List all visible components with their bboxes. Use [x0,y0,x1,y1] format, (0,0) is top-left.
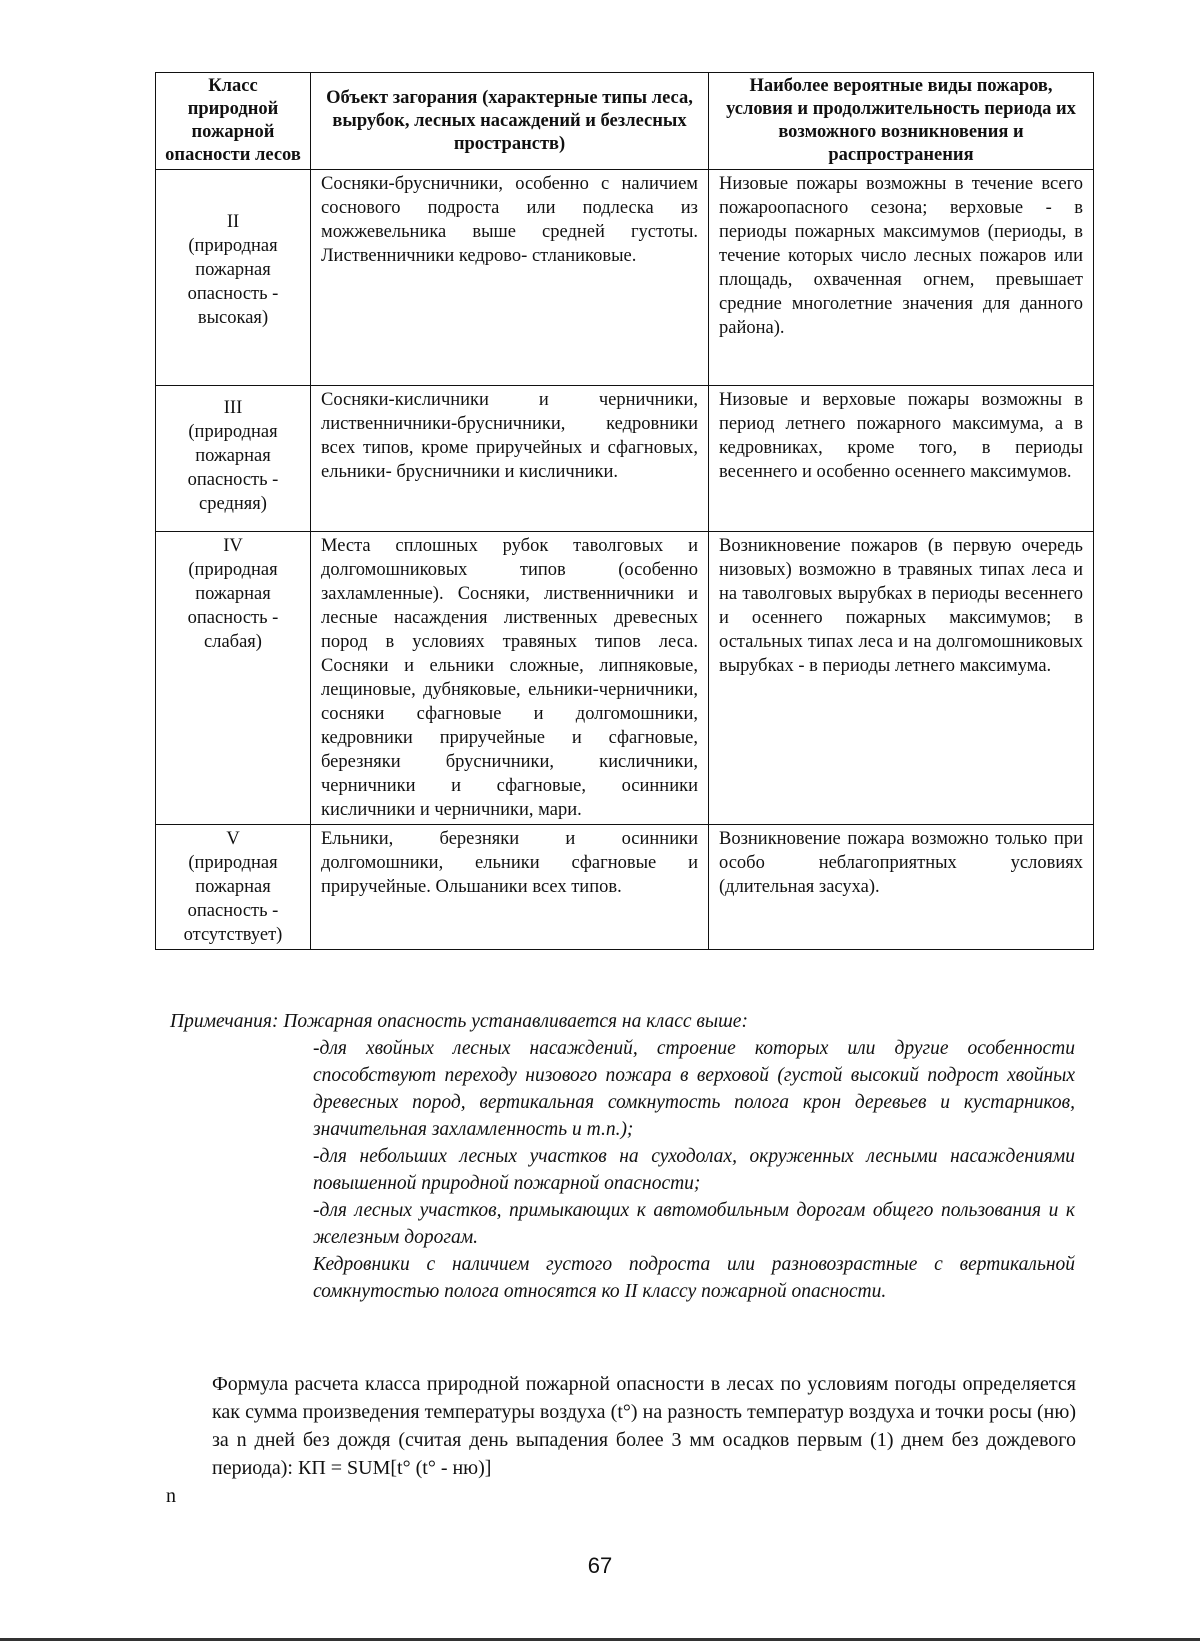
class-number: V [226,829,240,849]
note-item: -для хвойных лесных насаждений, строение которых или другие особенности способствуют переходу низового пожара в верховой (густой высокий подрост хвойных древесных пород, вертикальная сомкнутость полога крон деревьев и кустарников, значительная захламленность и т.п.); [313,1038,1075,1140]
notes-intro: Пожарная опасность устанавливается на класс выше: [283,1011,748,1032]
header-class: Класс природной пожарной опасности лесов [156,73,311,170]
class-description: (природная пожарная опасность - средняя) [187,422,279,514]
notes-lead [170,1008,1075,1035]
formula-paragraph [166,1370,1076,1510]
class-cell [156,825,311,950]
object-cell: Ельники, березняки и осинники долгомошники, ельники сфагновые и приручейные. Ольшаники всех типов. [311,825,709,950]
object-cell: Сосняки-брусничники, особенно с наличием соснового подроста или подлеска из можжевельника выше средней густоты. Лиственничники кедрово- стланиковые. [311,170,709,386]
table-header-row [156,73,1094,170]
note-item: -для небольших лесных участков на суходолах, окруженных лесными насаждениями повышенной природной пожарной опасности; [313,1146,1075,1194]
fire-cell: Низовые и верховые пожары возможны в период летнего пожарного максимума, а в кедровниках, кроме того, в периоды весеннего и особенно осеннего максимумов. [709,386,1094,532]
class-cell [156,532,311,825]
page-number: 67 [587,1553,613,1578]
class-cell [156,170,311,386]
class-number: IV [223,536,243,556]
class-description: (природная пожарная опасность - слабая) [187,560,279,652]
class-description: (природная пожарная опасность - высокая) [187,236,279,328]
notes-label: Примечания: [170,1011,279,1032]
fire-cell: Возникновение пожаров (в первую очередь низовых) возможно в травяных типах леса и на таволговых вырубках в периоды весеннего и осеннего пожарных максимумов; в остальных типах леса и на долгомошниковых вырубках - в периоды летнего максимума. [709,532,1094,825]
class-description: (природная пожарная опасность - отсутствует) [183,853,283,945]
header-fire-types: Наиболее вероятные виды пожаров, условия и продолжительность периода их возможного возникновения и распространения [709,73,1094,170]
table-row [156,532,1094,825]
object-cell: Места сплошных рубок таволговых и долгомошниковых типов (особенно захламленные). Сосняки, лиственничники и лесные насаждения лиственных древесных пород в условиях травяных типов леса. Сосняки и ельники сложные, липняковые, лещиновые, дубняковые, ельники-черничники, сосняки сфагновые и долгомошники, кедровники приручейные и сфагновые, березняки брусничники, кисличники, черничники и сфагновые, осинники кисличники и черничники, мари. [311,532,709,825]
notes-section [170,1008,1075,1305]
class-cell [156,386,311,532]
fire-danger-table [155,72,1094,950]
table-row [156,386,1094,532]
header-object: Объект загорания (характерные типы леса, вырубок, лесных насаждений и безлесных пространств) [311,73,709,170]
object-cell: Сосняки-кисличники и черничники, лиственничники-брусничники, кедровники всех типов, кроме приручейных и сфагновых, ельники- брусничники и кисличники. [311,386,709,532]
class-number: III [223,398,243,418]
bottom-rule [0,1638,1200,1641]
formula-text: Формула расчета класса природной пожарной опасности в лесах по условиям погоды определяется как сумма произведения температуры воздуха (t°) на разность температур воздуха и точки росы (ню) за n дней без дождя (считая день выпадения более 3 мм осадков первым (1) днем без дождевого периода): КП = SUM[t° (t° - ню)] [212,1373,1076,1479]
formula-subscript: n [166,1485,176,1507]
class-number: II [226,212,240,232]
fire-cell: Низовые пожары возможны в течение всего пожароопасного сезона; верховые - в периоды пожарных максимумов (периоды, в течение которых число лесных пожаров или площадь, охваченная огнем, превышает средние многолетние значения для данного района). [709,170,1094,386]
table-row [156,170,1094,386]
table-row [156,825,1094,950]
note-item: Кедровники с наличием густого подроста или разновозрастные с вертикальной сомкнутостью полога относятся ко II классу пожарной опасности. [313,1254,1075,1302]
fire-cell: Возникновение пожара возможно только при особо неблагоприятных условиях (длительная засуха). [709,825,1094,950]
note-item: -для лесных участков, примыкающих к автомобильным дорогам общего пользования и к железным дорогам. [313,1200,1075,1248]
